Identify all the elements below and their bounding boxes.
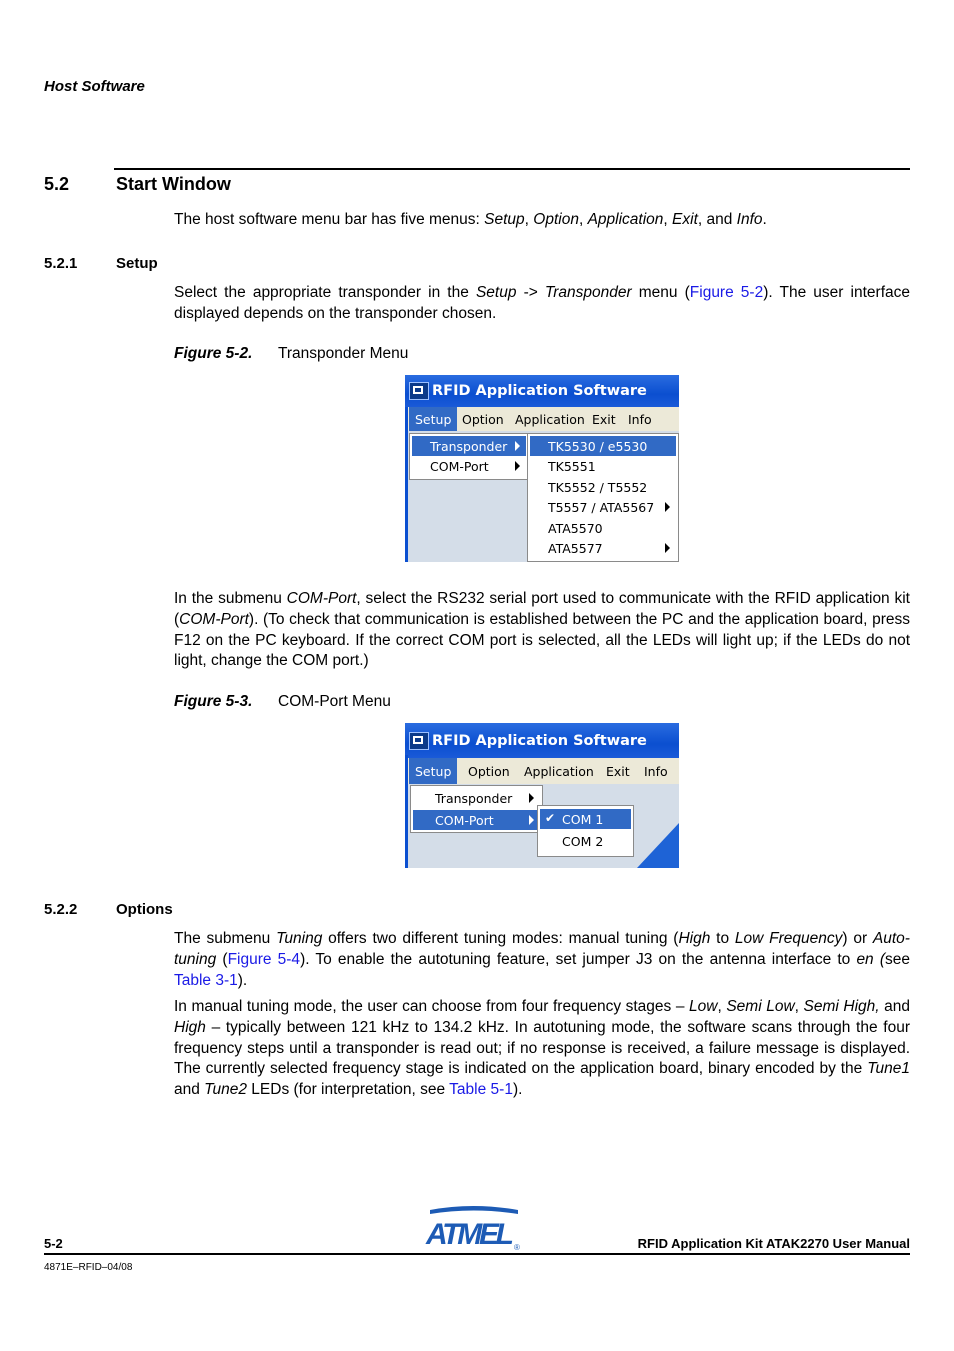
menu-item-transponder[interactable]: Transponder — [413, 788, 540, 808]
menu-item-com-port[interactable]: COM-Port — [413, 810, 540, 830]
menu-item-tk5530[interactable]: TK5530 / e5530 — [530, 436, 676, 456]
menu-item-t5557[interactable]: T5557 / ATA5567 — [530, 497, 676, 517]
document-code: 4871E–RFID–04/08 — [44, 1262, 133, 1273]
menu-exit[interactable]: Exit — [606, 763, 630, 779]
subsection-number-options: 5.2.2 — [44, 901, 78, 918]
svg-text:ATMEL: ATMEL — [426, 1218, 514, 1251]
submenu-arrow-icon — [665, 543, 670, 553]
figure-5-2-link[interactable]: Figure 5-2 — [689, 284, 764, 301]
window-title: RFID Application Software — [432, 733, 647, 749]
subsection-number-setup: 5.2.1 — [44, 255, 78, 272]
atmel-logo — [424, 1204, 522, 1252]
window-edge — [405, 755, 408, 868]
section-rule — [114, 168, 910, 170]
menu-bar — [405, 407, 679, 431]
menu-exit[interactable]: Exit — [592, 411, 616, 427]
figure-5-2-screenshot — [405, 375, 679, 562]
options-paragraph-1: The submenu Tuning offers two different tuning modes: manual tuning (High to Low Frequency) or Auto-tuning (Figure 5-4). To enable the autotuning feature, set jumper J3 on the antenna interface to en (see Table 3-1). — [174, 930, 910, 989]
com-port-dropdown — [537, 805, 634, 857]
section-number: 5.2 — [44, 174, 70, 194]
subsection-title-setup: Setup — [116, 255, 158, 272]
setup-dropdown — [409, 433, 529, 480]
menu-item-tk5551[interactable]: TK5551 — [548, 458, 596, 474]
menu-item-com2[interactable]: COM 2 — [562, 833, 604, 849]
menu-application[interactable]: Application — [515, 411, 585, 427]
subsection-title-options: Options — [116, 901, 173, 918]
page-number: 5-2 — [44, 1236, 63, 1251]
menu-item-tk5552[interactable]: TK5552 / T5552 — [548, 479, 648, 495]
menu-item-transponder[interactable]: Transponder — [412, 436, 526, 456]
menu-bar — [405, 758, 679, 784]
options-paragraph-2: In manual tuning mode, the user can choose from four frequency stages – Low, Semi Low, Semi High, and High – typically between 121 kHz to 134.2 kHz. In autotuning mode, the software scans through the four frequency steps until a transponder is read out; if no response is received, a failure message is displayed. The currently selected frequency stage is indicated on the application board, binary encoded by the Tune1 and Tune2 LEDs (for interpretation, see Table 5-1). — [174, 998, 911, 1099]
menu-option[interactable]: Option — [468, 763, 510, 779]
background-shape — [637, 823, 679, 868]
window-edge — [405, 407, 408, 562]
submenu-arrow-icon — [515, 441, 520, 451]
setup-dropdown — [410, 785, 543, 833]
window-titlebar — [405, 723, 679, 758]
menu-item-com-port[interactable]: COM-Port — [412, 456, 526, 476]
menu-setup[interactable]: Setup — [409, 758, 457, 784]
footer-rule — [44, 1253, 910, 1255]
window-title: RFID Application Software — [432, 383, 647, 399]
com-port-paragraph: In the submenu COM-Port, select the RS232 serial port used to communicate with the RFID application kit (COM-Port). (To check that communication is established between the PC and the application board, press F12 on the PC keyboard. If the correct COM port is selected, all the LEDs will light up; if the LEDs do not light, change the COM port.) — [174, 590, 910, 670]
menu-option[interactable]: Option — [462, 411, 504, 427]
menu-info[interactable]: Info — [628, 411, 652, 427]
transponder-dropdown — [527, 433, 679, 562]
figure-5-3-screenshot — [405, 723, 679, 868]
running-header: Host Software — [44, 78, 145, 95]
submenu-arrow-icon — [529, 815, 534, 825]
menu-application[interactable]: Application — [524, 763, 594, 779]
menu-setup[interactable]: Setup — [409, 407, 457, 431]
intro-paragraph: The host software menu bar has five menus: Setup, Option, Application, Exit, and Info. — [174, 211, 767, 228]
window-titlebar — [405, 375, 679, 407]
figure-5-2-caption: Figure 5-2. Transponder Menu — [174, 345, 409, 362]
section-title: Start Window — [116, 174, 231, 194]
figure-5-4-link[interactable]: Figure 5-4 — [227, 950, 301, 968]
menu-item-ata5577[interactable]: ATA5577 — [530, 538, 676, 558]
submenu-arrow-icon — [529, 793, 534, 803]
svg-text:®: ® — [514, 1243, 520, 1252]
submenu-arrow-icon — [515, 461, 520, 471]
menu-item-ata5570[interactable]: ATA5570 — [548, 520, 603, 536]
table-3-1-link[interactable]: Table 3-1 — [174, 971, 238, 989]
app-icon — [409, 382, 429, 400]
menu-item-com1[interactable]: ✔ COM 1 — [540, 809, 631, 829]
table-5-1-link[interactable]: Table 5-1 — [449, 1081, 513, 1099]
checkmark-icon: ✔ — [545, 811, 556, 825]
menu-info[interactable]: Info — [644, 763, 668, 779]
figure-5-3-caption: Figure 5-3. COM-Port Menu — [174, 693, 391, 710]
submenu-arrow-icon — [665, 502, 670, 512]
setup-paragraph: Select the appropriate transponder in the Setup -> Transponder menu (Figure 5-2). The user interface displayed depends on the transponder chosen. — [174, 284, 911, 322]
manual-title: RFID Application Kit ATAK2270 User Manual — [637, 1236, 910, 1251]
app-icon — [409, 732, 429, 750]
